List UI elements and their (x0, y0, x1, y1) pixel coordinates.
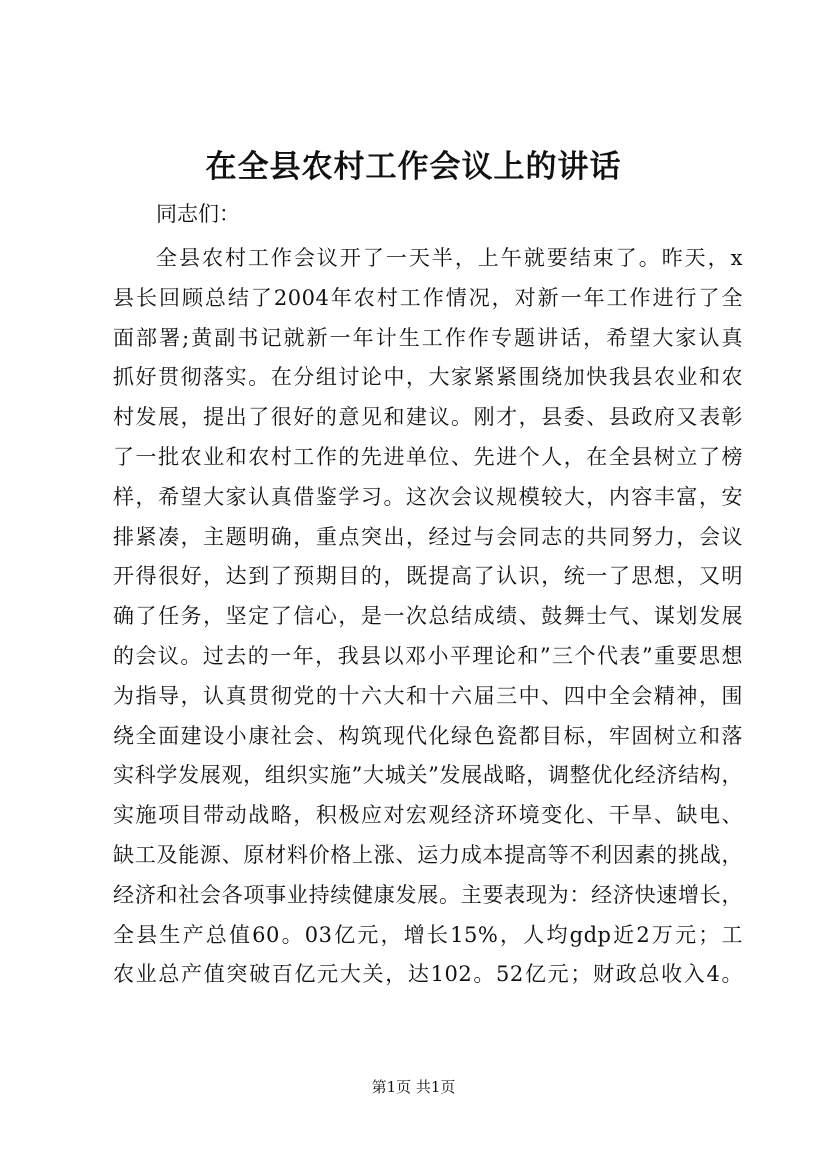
text-line: 的会议。过去的一年，我县以邓小平理论和”三个代表”重要思想 (113, 643, 743, 668)
page-footer: 第1页 共1页 (371, 1078, 456, 1096)
text-line: 抓好贯彻落实。在分组讨论中，大家紧紧围绕加快我县农业和农 (113, 365, 743, 390)
text-line: 缺工及能源、原材料价格上涨、运力成本提高等不利因素的挑战， (113, 842, 743, 867)
text-line: 开得很好，达到了预期目的，既提高了认识，统一了思想，又明 (113, 564, 743, 589)
document-title: 在全县农村工作会议上的讲话 (205, 149, 622, 185)
text-line: 为指导，认真贯彻党的十六大和十六届三中、四中全会精神，围 (113, 683, 743, 708)
text-line: 县长回顾总结了2004年农村工作情况，对新一年工作进行了全 (113, 285, 743, 310)
text-line: 绕全面建设小康社会、构筑现代化绿色瓷都目标，牢固树立和落 (113, 723, 743, 748)
text-line: 经济和社会各项事业持续健康发展。主要表现为：经济快速增长， (113, 882, 743, 907)
text-line: 样，希望大家认真借鉴学习。这次会议规模较大，内容丰富，安 (113, 484, 743, 509)
text-line: 实科学发展观，组织实施”大城关”发展战略，调整优化经济结构， (113, 763, 743, 788)
text-line: 全县农村工作会议开了一天半，上午就要结束了。昨天，x (156, 246, 743, 270)
text-line: 实施项目带动战略，积极应对宏观经济环境变化、干旱、缺电、 (113, 803, 743, 828)
salutation: 同志们： (156, 202, 240, 226)
text-line: 农业总产值突破百亿元大关，达102。52亿元；财政总收入4。 (113, 962, 743, 987)
body-text (113, 239, 743, 995)
text-line: 全县生产总值60。03亿元，增长15%，人均gdp近2万元；工 (113, 922, 743, 947)
text-line: 村发展，提出了很好的意见和建议。刚才，县委、县政府又表彰 (113, 405, 743, 430)
text-line: 了一批农业和农村工作的先进单位、先进个人，在全县树立了榜 (113, 444, 743, 469)
text-line: 面部署;黄副书记就新一年计生工作作专题讲话，希望大家认真 (113, 325, 743, 350)
text-line: 排紧凑，主题明确，重点突出，经过与会同志的共同努力，会议 (113, 524, 743, 549)
text-line: 确了任务，坚定了信心，是一次总结成绩、鼓舞士气、谋划发展 (113, 604, 743, 629)
